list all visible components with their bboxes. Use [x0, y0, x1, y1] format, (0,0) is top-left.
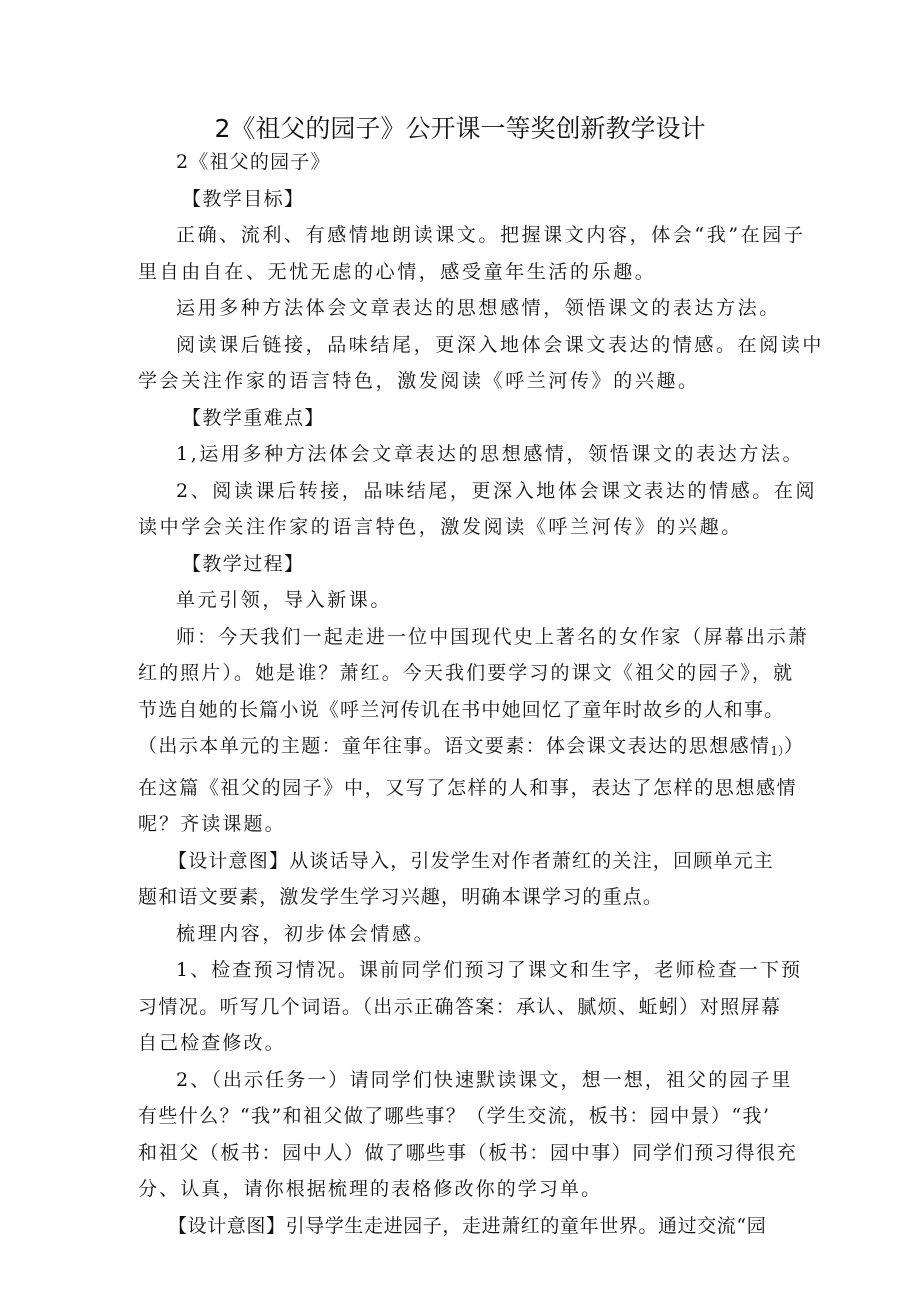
lesson-subtitle-text: 2《祖父的园子》: [176, 151, 331, 173]
key-point-1: [138, 436, 805, 473]
design1-line1: 【设计意图】从谈话导入，引发学生对作者萧红的关注，回顾单元主: [168, 849, 775, 872]
goal1-line2: 里自由自在、无忧无虑的心情，感受童年生活的乐趣。: [138, 260, 657, 283]
teacher-line4: [138, 728, 805, 770]
teacher-line5: 在这篇《祖父的园子》中，又写了怎样的人和事，表达了怎样的思想感情: [138, 776, 798, 799]
task-line2: 有些什么？“我”和祖父做了哪些事？（学生交流，板书：园中景）“我’: [138, 1105, 771, 1127]
process-heading: [138, 546, 786, 583]
teacher-line3: 节选自她的长篇小说《呼兰河传讥在书中她回忆了童年时故乡的人和事。: [138, 698, 785, 721]
step-2-heading: [138, 916, 786, 953]
goals-heading: [138, 181, 786, 218]
key-point-2: [138, 473, 818, 546]
check-paragraph: [138, 952, 803, 1062]
design-intent-2: [138, 1208, 786, 1245]
goal-paragraph-3: [138, 327, 825, 400]
goal2-text: 运用多种方法体会文章表达的思想感情，领悟课文的表达方法。: [176, 297, 781, 319]
process-heading-text: 【教学过程】: [182, 552, 305, 575]
design-intent-1: [138, 843, 786, 916]
goal-paragraph-2: [138, 290, 786, 327]
teacher-paragraph: [138, 619, 810, 843]
key1-text: 1,运用多种方法体会文章表达的思想感情，领悟课文的表达方法。: [176, 443, 805, 465]
design2-line1: 【设计意图】引导学生走进园子，走进萧红的童年世界。通过交流“园: [168, 1214, 767, 1237]
task-line3: 和祖父（板书：园中人）做了哪些事（板书：园中事）同学们预习得很充: [138, 1141, 798, 1164]
key2-line2: 读中学会关注作家的语言特色，激发阅读《呼兰河传》的兴趣。: [138, 516, 743, 538]
teacher-line4-footnote: 1）: [770, 744, 785, 758]
teacher-line2: 红的照片）。她是谁？萧红。今天我们要学习的课文《祖父的园子》，就: [138, 662, 795, 684]
task-paragraph: [138, 1062, 798, 1208]
key-points-heading-text: 【教学重难点】: [182, 406, 325, 429]
task-line1: 2、（出示任务一）请同学们快速默读课文，想一想，祖父的园子里: [176, 1068, 793, 1091]
document-title: 2《祖父的园子》公开课一等奖创新教学设计: [214, 114, 706, 143]
step-1-heading: [138, 582, 786, 619]
step2-text: 梳理内容，初步体会情感。: [176, 922, 436, 945]
step1-text: 单元引领，导入新课。: [176, 589, 393, 611]
teacher-line4-main: （出示本单元的主题：童年往事。语文要素：体会课文表达的思想感情: [138, 735, 771, 757]
goal3-line1: 阅读课后链接，品味结尾，更深入地体会课文表达的情感。在阅读中: [176, 333, 825, 356]
goal1-line1: 正确、流利、有感情地朗读课文。把握课文内容，体会“我”在园子: [176, 224, 806, 246]
document-body: [138, 144, 825, 1244]
check-line3: 自己检查修改。: [138, 1032, 286, 1054]
teacher-line4-end: ）: [784, 735, 805, 757]
goal3-line2: 学会关注作家的语言特色，激发阅读《呼兰河传》的兴趣。: [138, 370, 700, 392]
goal-paragraph-1: [138, 217, 806, 290]
design1-line2: 题和语文要素，激发学生学习兴趣，明确本课学习的重点。: [138, 886, 664, 908]
key-points-heading: [138, 400, 786, 437]
check-line2: 习情况。听写几个词语。（出示正确答案：承认、腻烦、蚯蚓）对照屏幕: [138, 995, 782, 1018]
check-line1: 1、检查预习情况。课前同学们预习了课文和生字，老师检查一下预: [176, 959, 803, 981]
goals-heading-text: 【教学目标】: [182, 187, 305, 210]
key2-line1: 2、阅读课后转接，品味结尾，更深入地体会课文表达的情感。在阅: [176, 479, 818, 502]
lesson-subtitle: [138, 144, 786, 181]
teacher-line6: 呢？齐读课题。: [138, 813, 286, 835]
task-line4: 分、认真，请你根据梳理的表格修改你的学习单。: [138, 1178, 603, 1200]
teacher-line1: 师：今天我们一起走进一位中国现代史上著名的女作家（屏幕出示萧: [176, 625, 810, 648]
